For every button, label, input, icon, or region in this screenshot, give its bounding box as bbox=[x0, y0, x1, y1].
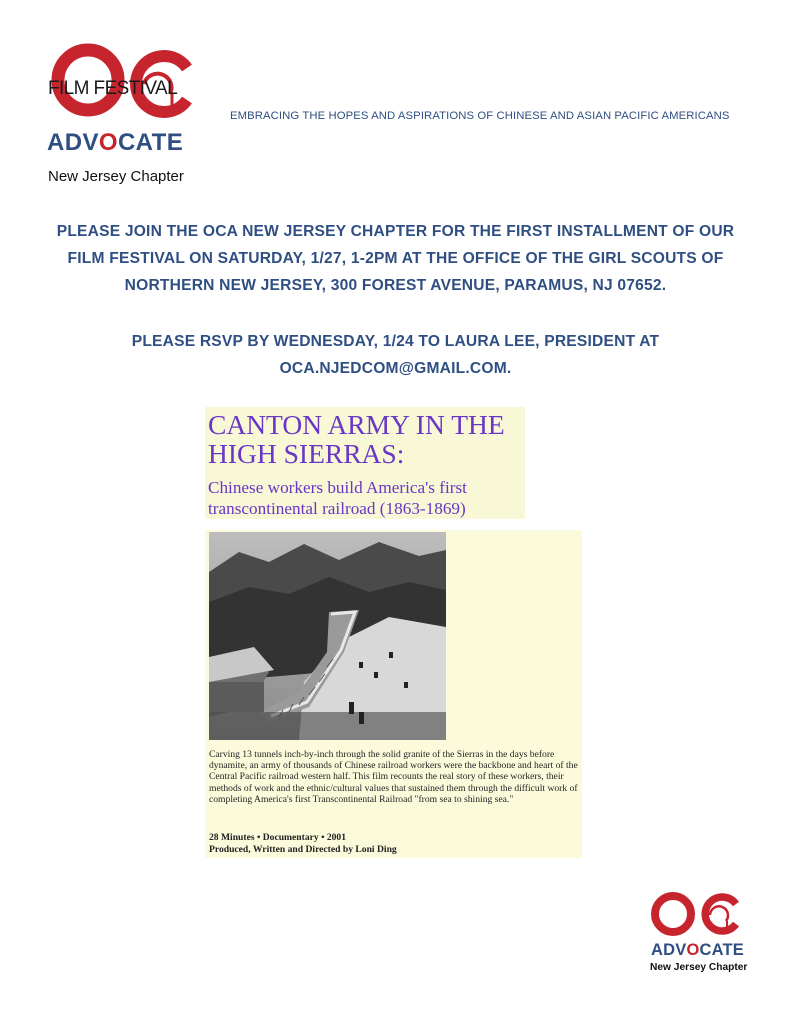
logo-film-festival-text: FILM FESTIVAL bbox=[48, 78, 178, 99]
railroad-photo bbox=[209, 532, 446, 740]
film-flyer bbox=[205, 407, 582, 858]
logo-advocate-text: ADVOCATE bbox=[47, 129, 184, 156]
event-announcement: PLEASE JOIN THE OCA NEW JERSEY CHAPTER FOR THE FIRST INSTALLMENT OF OUR FILM FESTIVAL ON SATURDAY, 1/27, 1-2PM AT THE OFFICE OF THE GIRL SCOUTS OF NORTHERN NEW JERSEY, 300 FOREST AVENUE, PARAMUS, NJ 07652. bbox=[56, 223, 735, 294]
flyer-subtitle: Chinese workers build America's first transcontinental railroad (1863-1869) bbox=[208, 478, 467, 518]
oca-advocate-logo bbox=[640, 890, 755, 980]
chapter-label: New Jersey Chapter bbox=[48, 168, 184, 185]
flyer-credits: Produced, Written and Directed by Loni Ding bbox=[209, 844, 397, 855]
flyer-runtime: 28 Minutes • Documentary • 2001 bbox=[209, 832, 347, 843]
oca-logo-icon bbox=[640, 890, 755, 942]
rsvp-announcement: PLEASE RSVP BY WEDNESDAY, 1/24 TO LAURA LEE, PRESIDENT AT OCA.NJEDCOM@GMAIL.COM. bbox=[131, 333, 660, 377]
flyer-meta bbox=[209, 832, 579, 856]
flyer-description: Carving 13 tunnels inch-by-inch through the solid granite of the Sierras in the days before dynamite, an army of thousands of Chinese railroad workers were the backbone and heart of the Central Pacific railroad western half. This film recounts the real story of these workers, their methods of work and the ethnic/cultural values that sustained them through the difficult work of completing America's first Transcontinental Railroad "from sea to shining sea." bbox=[209, 749, 578, 805]
tagline: EMBRACING THE HOPES AND ASPIRATIONS OF CHINESE AND ASIAN PACIFIC AMERICANS bbox=[230, 110, 730, 122]
footer-advocate-text: ADVOCATE bbox=[651, 941, 744, 959]
oca-film-festival-logo bbox=[44, 42, 204, 160]
flyer-title: CANTON ARMY IN THE HIGH SIERRAS: bbox=[208, 409, 505, 469]
footer-chapter-label: New Jersey Chapter bbox=[650, 962, 748, 973]
